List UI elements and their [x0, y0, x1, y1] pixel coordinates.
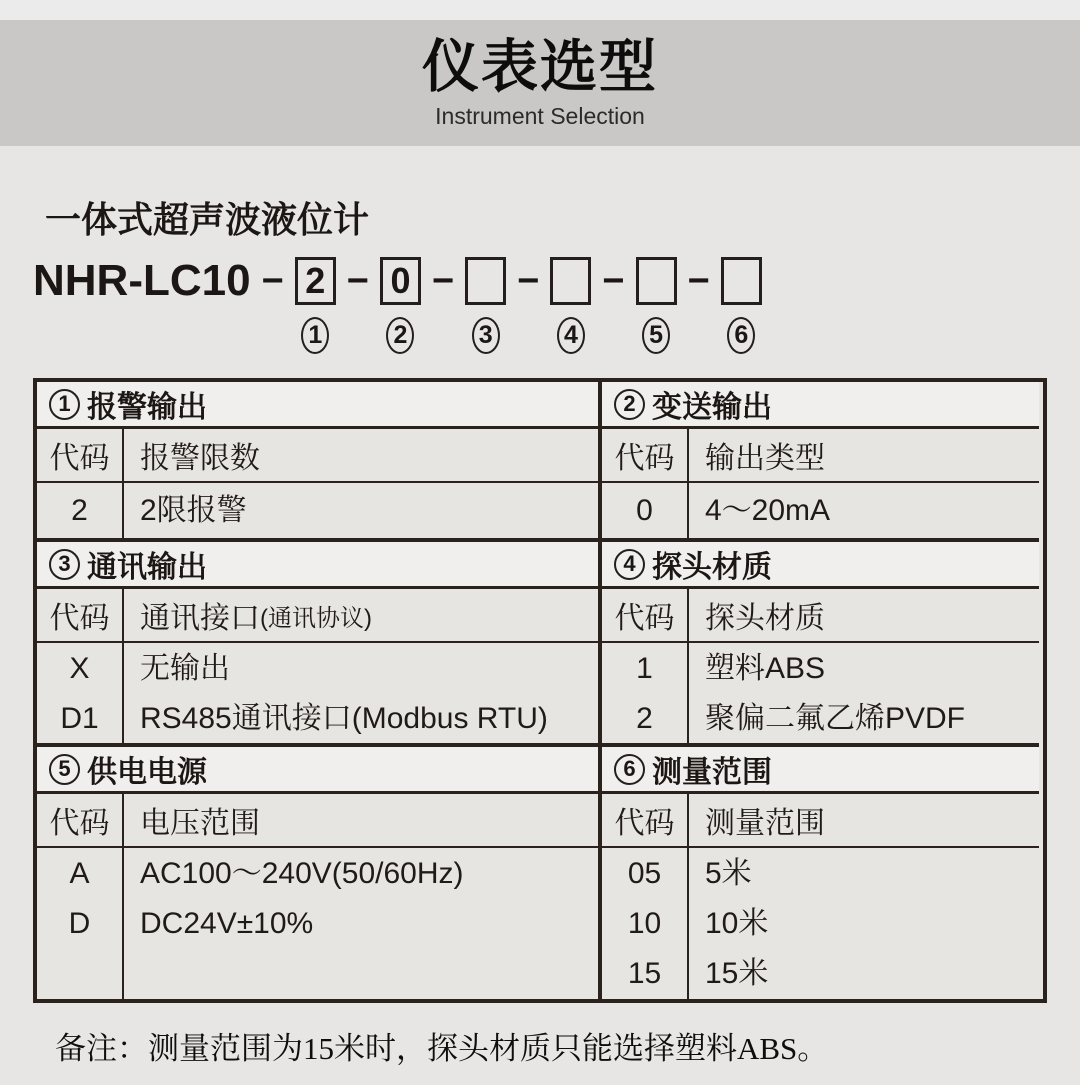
value-column [689, 848, 1039, 999]
model-slot-4 [550, 257, 591, 354]
code-column [602, 643, 689, 743]
footnote: 备注：测量范围为15米时，探头材质只能选择塑料ABS。 [55, 1031, 829, 1066]
model-box-4 [550, 257, 591, 305]
value-header-suffix: (通讯协议) [260, 604, 372, 632]
code-header: 代码 [37, 429, 124, 481]
model-slot-6 [721, 257, 762, 354]
value-header-text: 通讯接口 [140, 602, 260, 635]
section-title: 报警输出 [87, 391, 207, 424]
table-left-column [37, 382, 602, 999]
section-title: 变送输出 [652, 391, 772, 424]
model-box-3 [465, 257, 506, 305]
rows [37, 848, 598, 999]
section-title: 测量范围 [652, 756, 772, 789]
code-value: 05 [627, 857, 662, 890]
value-header [124, 794, 598, 846]
value-column [124, 848, 598, 999]
section-transmitter-output [602, 382, 1039, 538]
code-column [37, 848, 124, 999]
model-box-1: 2 [295, 257, 336, 305]
model-dash: − [261, 259, 284, 302]
code-value: 1 [636, 652, 653, 685]
value-header-text: 报警限数 [140, 442, 260, 475]
page-subtitle: Instrument Selection [435, 102, 645, 129]
model-index-5: 5 [642, 317, 670, 354]
code-column [37, 483, 124, 538]
code-header: 代码 [602, 794, 689, 846]
value-header [124, 589, 598, 641]
model-index-6: 6 [727, 317, 755, 354]
section-header [602, 382, 1039, 429]
section-header [602, 747, 1039, 794]
model-slot-5 [636, 257, 677, 354]
section-communication-output [37, 538, 598, 743]
section-number-icon: 4 [614, 549, 645, 580]
model-prefix: NHR-LC10 [33, 256, 251, 305]
code-value: X [69, 652, 90, 685]
option-value: 塑料ABS [705, 652, 826, 685]
code-value: D1 [60, 702, 99, 735]
model-slot-1 [295, 257, 336, 354]
code-header: 代码 [602, 429, 689, 481]
model-box-5 [636, 257, 677, 305]
page-title: 仪表选型 [422, 35, 658, 100]
section-number-icon: 5 [49, 754, 80, 785]
section-power-supply [37, 743, 598, 999]
model-box-2: 0 [380, 257, 421, 305]
section-header [37, 747, 598, 794]
code-header: 代码 [37, 589, 124, 641]
option-value: 聚偏二氟乙烯PVDF [705, 702, 966, 735]
code-column [602, 848, 689, 999]
model-dash: − [687, 259, 710, 302]
section-probe-material [602, 538, 1039, 743]
value-column [689, 483, 1039, 538]
value-column [689, 643, 1039, 743]
value-header-text: 探头材质 [705, 602, 825, 635]
value-header-text: 输出类型 [705, 442, 825, 475]
code-header: 代码 [37, 794, 124, 846]
option-value: RS485通讯接口(Modbus RTU) [140, 702, 548, 735]
column-headers [602, 794, 1039, 848]
value-header [124, 429, 598, 481]
section-header [602, 542, 1039, 589]
model-index-4: 4 [557, 317, 585, 354]
option-value: AC100～240V(50/60Hz) [140, 857, 464, 890]
model-index-1: 1 [301, 317, 329, 354]
table-right-column [602, 382, 1039, 999]
value-header-text: 电压范围 [140, 807, 260, 840]
model-box-6 [721, 257, 762, 305]
model-dash: − [431, 259, 455, 302]
option-value: 4～20mA [705, 494, 831, 527]
value-header [689, 589, 1039, 641]
value-header [689, 429, 1039, 481]
model-slot-3 [465, 257, 506, 354]
section-alarm-output [37, 382, 598, 538]
section-number-icon: 3 [49, 549, 80, 580]
code-value: 2 [636, 702, 653, 735]
option-value: 5米 [705, 857, 752, 890]
code-value: 0 [636, 494, 653, 527]
model-dash: − [602, 259, 625, 302]
code-column [602, 483, 689, 538]
option-value: DC24V±10% [140, 907, 314, 940]
code-header: 代码 [602, 589, 689, 641]
option-value: 2限报警 [140, 494, 247, 527]
value-column [124, 643, 598, 743]
section-title: 探头材质 [652, 551, 772, 584]
value-header [689, 794, 1039, 846]
code-value: 10 [627, 907, 662, 940]
top-strip [0, 0, 1080, 20]
column-headers [602, 429, 1039, 483]
model-index-3: 3 [472, 317, 500, 354]
section-number-icon: 2 [614, 389, 645, 420]
option-value: 10米 [705, 907, 769, 940]
column-headers [37, 429, 598, 483]
model-slot-2 [380, 257, 421, 354]
rows [602, 848, 1039, 999]
section-title: 通讯输出 [87, 551, 207, 584]
model-code-row [33, 257, 1047, 354]
content [0, 192, 1080, 1068]
model-index-2: 2 [386, 317, 414, 354]
model-dash: − [346, 259, 369, 302]
section-header [37, 542, 598, 589]
rows [37, 483, 598, 538]
code-value: A [69, 857, 90, 890]
title-band [0, 20, 1080, 146]
option-value: 无输出 [140, 652, 230, 685]
product-title: 一体式超声波液位计 [45, 199, 370, 240]
column-headers [37, 794, 598, 848]
section-title: 供电电源 [87, 756, 207, 789]
section-measuring-range [602, 743, 1039, 999]
selection-table [33, 378, 1047, 1003]
rows [602, 483, 1039, 538]
section-number-icon: 1 [49, 389, 80, 420]
column-headers [602, 589, 1039, 643]
model-dash: − [517, 259, 540, 302]
code-column [37, 643, 124, 743]
column-headers [37, 589, 598, 643]
value-header-text: 测量范围 [705, 807, 825, 840]
code-value: 2 [71, 494, 88, 527]
section-header [37, 382, 598, 429]
rows [602, 643, 1039, 743]
code-value: 15 [627, 957, 662, 990]
rows [37, 643, 598, 743]
option-value: 15米 [705, 957, 769, 990]
section-number-icon: 6 [614, 754, 645, 785]
value-column [124, 483, 598, 538]
code-value: D [68, 907, 91, 940]
